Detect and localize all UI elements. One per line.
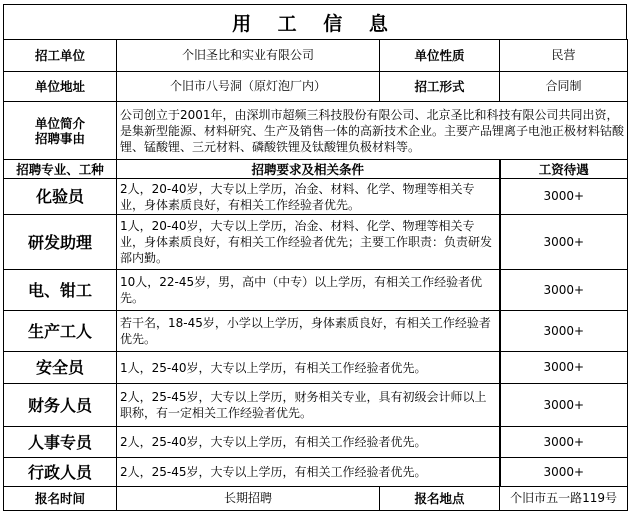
company-nature-label: 单位性质 bbox=[380, 40, 500, 72]
job-requirements: 1人，25-40岁，大专以上学历，有相关工作经验者优先。 bbox=[117, 352, 500, 384]
intro-label-line-1: 单位简介 bbox=[34, 115, 85, 131]
job-salary: 3000+ bbox=[500, 384, 628, 427]
signup-time-label: 报名时间 bbox=[4, 487, 117, 511]
job-row bbox=[4, 458, 628, 487]
signup-place-label: 报名地点 bbox=[380, 487, 500, 511]
salary-header: 工资待遇 bbox=[500, 160, 628, 179]
job-row bbox=[4, 311, 628, 352]
job-salary: 3000+ bbox=[500, 427, 628, 458]
job-salary: 3000+ bbox=[500, 215, 628, 270]
company-name-label: 招工单位 bbox=[4, 40, 117, 72]
job-requirements: 2人，20-40岁，大专以上学历，冶金、材料、化学、物理等相关专业，身体素质良好，有相关工作经验者优先。 bbox=[117, 179, 500, 215]
job-row bbox=[4, 427, 628, 458]
company-address: 个旧市八号洞（原灯泡厂内） bbox=[117, 72, 380, 102]
job-requirements: 2人，25-40岁，大专以上学历，有相关工作经验者优先。 bbox=[117, 427, 500, 458]
job-salary: 3000+ bbox=[500, 179, 628, 215]
company-nature: 民营 bbox=[500, 40, 628, 72]
signup-time: 长期招聘 bbox=[117, 487, 380, 511]
intro-row bbox=[4, 102, 628, 160]
intro-label bbox=[4, 102, 117, 160]
hiring-form: 合同制 bbox=[500, 72, 628, 102]
job-info-table bbox=[3, 39, 628, 511]
job-row bbox=[4, 215, 628, 270]
hiring-form-label: 招工形式 bbox=[380, 72, 500, 102]
job-title: 电、钳工 bbox=[4, 270, 117, 311]
job-title: 研发助理 bbox=[4, 215, 117, 270]
job-salary: 3000+ bbox=[500, 458, 628, 487]
job-title: 行政人员 bbox=[4, 458, 117, 487]
job-title: 安全员 bbox=[4, 352, 117, 384]
job-requirements: 10人，22-45岁，男，高中（中专）以上学历，有相关工作经验者优先。 bbox=[117, 270, 500, 311]
job-title: 人事专员 bbox=[4, 427, 117, 458]
sheet-title: 用 工 信 息 bbox=[3, 4, 627, 39]
job-requirements: 1人，20-40岁，大专以上学历，冶金、材料、化学、物理等相关专业，身体素质良好，有相关工作经验者优先；主要工作职责：负责研发部内勤。 bbox=[117, 215, 500, 270]
job-title: 财务人员 bbox=[4, 384, 117, 427]
company-intro: 公司创立于2001年，由深圳市超频三科技股份有限公司、北京圣比和科技有限公司共同出资，是集新型能源、材料研究、生产及销售一体的高新技术企业。主要产品锂离子电池正极材料钴酸锂、锰酸锂、三元材料、磷酸铁锂及钛酸锂负极材料等。 bbox=[117, 102, 628, 160]
address-row bbox=[4, 72, 628, 102]
job-row bbox=[4, 384, 628, 427]
job-info-sheet bbox=[3, 4, 627, 511]
job-requirements: 2人，25-45岁，大专以上学历，财务相关专业，具有初级会计师以上职称，有一定相关工作经验者优先。 bbox=[117, 384, 500, 427]
job-requirements: 2人，25-45岁，大专以上学历，有相关工作经验者优先。 bbox=[117, 458, 500, 487]
footer-row bbox=[4, 487, 628, 511]
job-title: 生产工人 bbox=[4, 311, 117, 352]
job-salary: 3000+ bbox=[500, 270, 628, 311]
header-row bbox=[4, 160, 628, 179]
requirements-header: 招聘要求及相关条件 bbox=[117, 160, 500, 179]
job-salary: 3000+ bbox=[500, 352, 628, 384]
job-title: 化验员 bbox=[4, 179, 117, 215]
intro-label-line-2: 招聘事由 bbox=[34, 130, 85, 146]
job-row bbox=[4, 270, 628, 311]
company-name: 个旧圣比和实业有限公司 bbox=[117, 40, 380, 72]
job-requirements: 若干名，18-45岁，小学以上学历，身体素质良好，有相关工作经验者优先。 bbox=[117, 311, 500, 352]
job-row bbox=[4, 352, 628, 384]
signup-place: 个旧市五一路119号 bbox=[500, 487, 628, 511]
job-row bbox=[4, 179, 628, 215]
address-label: 单位地址 bbox=[4, 72, 117, 102]
job-salary: 3000+ bbox=[500, 311, 628, 352]
company-row bbox=[4, 40, 628, 72]
job-header: 招聘专业、工种 bbox=[4, 160, 117, 179]
